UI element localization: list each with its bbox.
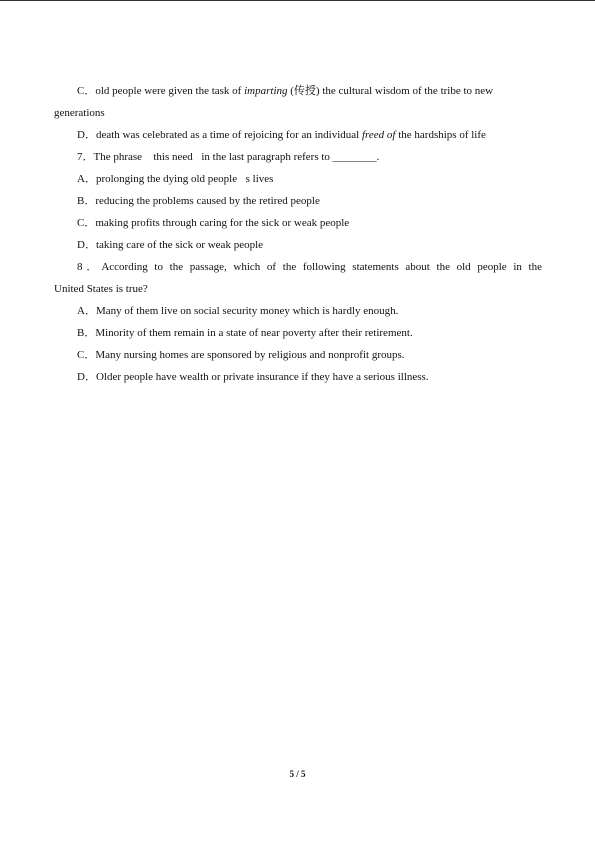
q7-option-a: A．prolonging the dying old people s lives — [77, 173, 274, 185]
q8-option-c: C．Many nursing homes are sponsored by religious and nonprofit groups. — [77, 349, 405, 361]
q7-option-b: B．reducing the problems caused by the retired people — [77, 195, 320, 207]
document-body — [54, 80, 542, 388]
q6-option-c-text-end: (传授) the cultural wisdom of the tribe to new — [287, 85, 494, 97]
q8-stem-line1: 8．According to the passage, which of the following statements about the old people in the — [77, 261, 542, 273]
q6-option-d-text: D．death was celebrated as a time of rejoicing for an individual — [77, 129, 362, 141]
q6-option-d — [54, 124, 542, 146]
q8-stem-line2: United States is true? — [54, 283, 148, 295]
q6-option-c-line1 — [54, 80, 542, 102]
q8-option-b: B．Minority of them remain in a state of near poverty after their retirement. — [77, 327, 413, 339]
q6-option-d-italic: freed of — [361, 129, 396, 141]
top-rule — [0, 0, 595, 1]
q6-option-c-italic: imparting — [244, 85, 288, 97]
q6-option-c-line2: generations — [54, 107, 105, 119]
q8-option-d: D．Older people have wealth or private insurance if they have a serious illness. — [77, 371, 429, 383]
q8-option-a: A．Many of them live on social security money which is hardly enough. — [77, 305, 399, 317]
q6-option-d-text-end: the hardships of life — [395, 129, 486, 141]
page-number: 5 / 5 — [289, 769, 306, 779]
q7-stem: 7．The phrase  this need in the last paragraph refers to ________. — [77, 151, 380, 163]
q6-option-c-text: C．old people were given the task of — [77, 85, 245, 97]
q7-option-d: D．taking care of the sick or weak people — [77, 239, 264, 251]
q7-option-c: C．making profits through caring for the sick or weak people — [77, 217, 350, 229]
